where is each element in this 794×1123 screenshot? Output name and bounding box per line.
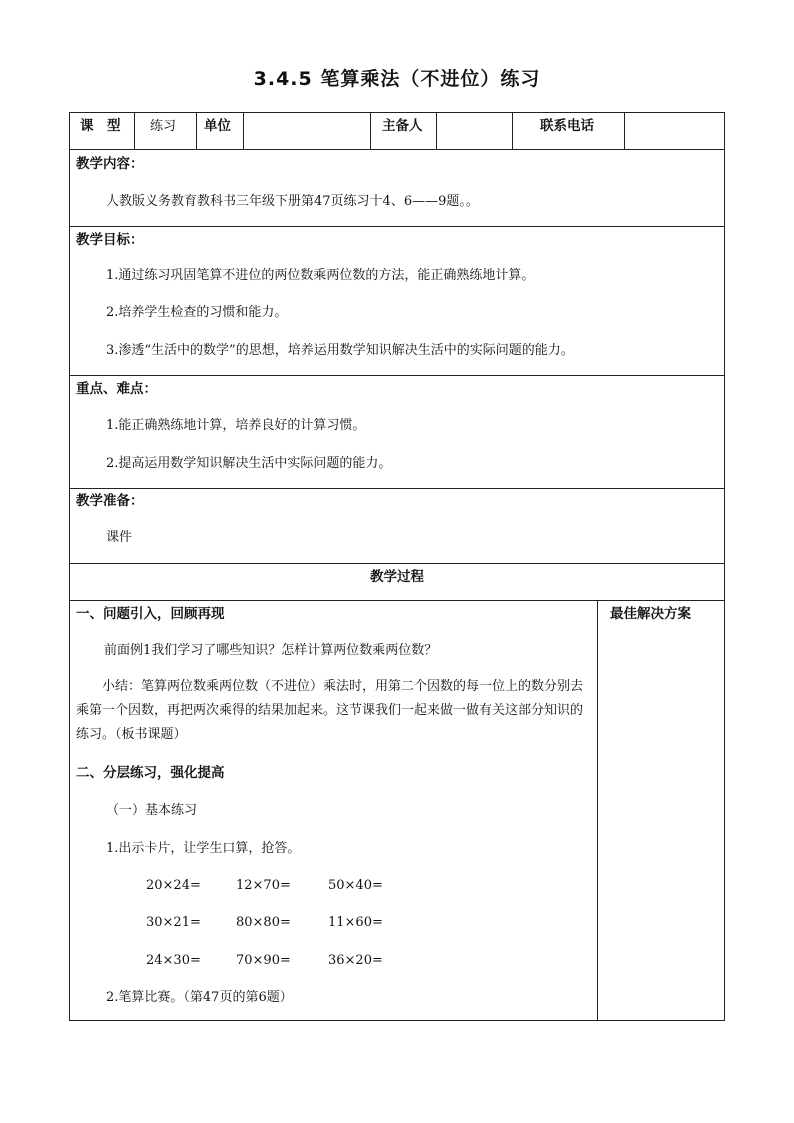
section1-title: 一、问题引入，回顾再现 — [76, 606, 225, 622]
row-divider — [70, 226, 724, 227]
section1-question: 前面例1我们学习了哪些知识？怎样计算两位数乘两位数？ — [104, 643, 438, 658]
oral-item: 30×21= — [146, 915, 201, 930]
col-divider — [512, 113, 513, 149]
oral-item: 12×70= — [236, 878, 291, 893]
section2-title: 二、分层练习，强化提高 — [76, 765, 225, 781]
oral-item: 11×60= — [328, 915, 383, 930]
oral-item: 80×80= — [236, 915, 291, 930]
course-type-label: 课 型 — [80, 118, 121, 134]
oral-item: 70×90= — [236, 953, 291, 968]
row-divider — [70, 488, 724, 489]
unit-label: 单位 — [204, 118, 231, 134]
col-divider — [624, 113, 625, 149]
key-point-item: 2.提高运用数学知识解决生活中实际问题的能力。 — [106, 456, 392, 471]
best-solution-heading: 最佳解决方案 — [610, 606, 691, 622]
key-point-item: 1.能正确熟练地计算，培养良好的计算习惯。 — [106, 418, 366, 433]
oral-item: 24×30= — [146, 953, 201, 968]
page-title: 3.4.5 笔算乘法（不进位）练习 — [253, 68, 541, 90]
goals-heading: 教学目标： — [76, 232, 144, 248]
course-type-value: 练习 — [150, 119, 177, 134]
row-divider — [70, 563, 724, 564]
task-1: 1.出示卡片，让学生口算，抢答。 — [106, 841, 301, 856]
content-heading: 教学内容： — [76, 156, 144, 172]
process-heading: 教学过程 — [370, 569, 424, 585]
col-divider — [370, 113, 371, 149]
phone-label: 联系电话 — [540, 118, 594, 134]
row-divider — [70, 149, 724, 150]
row-divider — [70, 375, 724, 376]
oral-item: 36×20= — [328, 953, 383, 968]
content-text: 人教版义务教育教科书三年级下册第47页练习十4、6——9题。。 — [106, 194, 479, 209]
col-divider — [597, 600, 598, 1020]
task-2: 2.笔算比赛。（第47页的第6题） — [106, 990, 293, 1005]
basic-practice-heading: （一）基本练习 — [106, 803, 198, 818]
key-points-heading: 重点、难点： — [76, 381, 157, 397]
col-divider — [134, 113, 135, 149]
preparation-text: 课件 — [106, 530, 133, 545]
oral-item: 50×40= — [328, 878, 383, 893]
col-divider — [436, 113, 437, 149]
goal-item: 1.通过练习巩固笔算不进位的两位数乘两位数的方法，能正确熟练地计算。 — [106, 268, 535, 283]
lead-label: 主备人 — [382, 118, 423, 134]
col-divider — [243, 113, 244, 149]
section1-summary: 小结：笔算两位数乘两位数（不进位）乘法时，用第二个因数的每一位上的数分别去乘第一个因数，再把两次乘得的结果加起来。这节课我们一起来做一做有关这部分知识的练习。（板书课题） — [76, 679, 584, 742]
preparation-heading: 教学准备： — [76, 493, 144, 509]
goal-item: 3.渗透“生活中的数学”的思想，培养运用数学知识解决生活中的实际问题的能力。 — [106, 343, 574, 358]
col-divider — [196, 113, 197, 149]
oral-item: 20×24= — [146, 878, 201, 893]
lesson-plan-table — [69, 112, 725, 1021]
goal-item: 2.培养学生检查的习惯和能力。 — [106, 305, 288, 320]
row-divider — [70, 600, 724, 601]
